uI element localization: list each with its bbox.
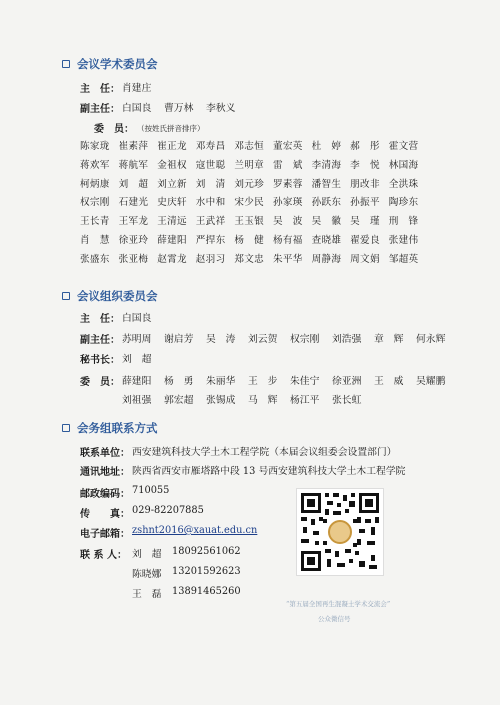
contact-title: 会务组联系方式 [77,421,158,435]
member-name: 李清海 [311,159,342,171]
unit-value: 西安建筑科技大学土木工程学院（本届会议组委会设置部门） [132,447,397,458]
member-name: 王武祥 [195,216,226,228]
member-name [427,157,466,176]
address-value: 陕西省西安市雁塔路中段 13 号西安建筑科技大学土木工程学院 [132,466,406,477]
academic-vice: 曹万林 [164,103,194,114]
academic-vice: 白国良 [122,103,152,114]
member-name: 雷 斌 [272,159,303,171]
organizing-secretary: 刘 超 [122,354,152,365]
qr-caption: “第五届全国再生混凝土学术交流会” [286,600,391,608]
member-name: 刑 锋 [388,216,419,228]
member-name: 刘元珍 [234,178,265,190]
member-name: 严捍东 [195,234,226,246]
member-name [427,232,466,251]
member-name: 崔素萍 [118,141,149,152]
organizing-members-label: 委 员： [80,377,120,388]
member-name: 王军龙 [118,216,149,228]
member-name: 刘立新 [157,178,187,190]
member-name: 蒋航军 [118,159,149,171]
organizing-vice-list [122,331,458,345]
member-name: 刘浩强 [332,334,362,345]
member-name: 董宏英 [272,141,303,152]
member-name: 邓志恒 [234,141,265,152]
organizing-vice-label: 副主任： [80,335,120,346]
member-name: 周静海 [311,253,342,265]
organizing-chair: 白国良 [122,313,152,324]
member-name: 李 悦 [350,159,380,171]
postcode-value: 710055 [132,485,170,496]
member-name: 吴 涛 [206,334,236,345]
member-name: 朱丽华 [206,376,236,387]
member-name: 王玉银 [234,216,265,228]
member-name: 张亚梅 [118,253,149,265]
organizing-committee-heading [62,288,158,304]
member-name: 宋少民 [234,197,265,209]
academic-vice: 李秋义 [206,103,236,114]
contact-person-label: 联 系 人： [80,550,127,561]
member-name: 霍文营 [388,141,419,152]
member-name: 周文娟 [350,253,380,265]
square-bullet-icon [62,292,70,300]
member-name [427,194,466,213]
member-name: 杨有福 [272,234,303,246]
member-name: 孙家瑛 [272,197,303,209]
contact-person-name: 刘 超 [132,549,162,560]
member-name: 苏明周 [122,334,152,345]
university-seal-icon [328,520,352,544]
member-name: 史庆轩 [157,197,187,209]
square-bullet-icon [62,60,70,68]
square-bullet-icon [62,424,70,432]
member-name: 陶珍东 [388,197,419,209]
qr-code-image[interactable] [296,488,384,576]
member-name: 张锡成 [206,395,236,406]
member-name: 徐亚洲 [332,376,362,387]
academic-members-grid [80,138,466,270]
member-name: 柯炳康 [80,178,110,190]
member-name: 王 威 [374,376,404,387]
member-name: 潘智生 [311,178,342,190]
member-name: 谢启芳 [164,334,194,345]
member-name: 朱平华 [272,253,303,265]
contact-heading [62,420,158,436]
academic-committee-heading [62,56,158,72]
member-name: 罗素蓉 [272,178,303,190]
member-name: 陈家珑 [80,141,110,152]
academic-members-label: 委 员： [94,124,134,135]
fax-value: 029-82207885 [132,505,204,516]
member-name: 张盛东 [80,253,110,265]
member-name: 章 辉 [374,334,404,345]
member-name [427,251,466,270]
member-name: 金祖权 [157,159,187,171]
member-name: 郑文忠 [234,253,265,265]
academic-vice-list [122,100,248,114]
contact-person-phone: 13201592623 [172,566,241,577]
member-name: 张长虹 [332,395,362,406]
fax-label: 传 真： [80,509,130,520]
academic-committee-title: 会议学术委员会 [77,57,158,71]
organizing-secretary-label: 秘书长： [80,355,120,366]
member-name: 郝 彤 [350,141,380,152]
member-name: 郭宏超 [164,395,194,406]
academic-vice-label: 副主任： [80,104,120,115]
member-name: 薛建阳 [122,376,152,387]
member-name: 刘 超 [118,178,149,190]
member-name: 何永辉 [416,334,446,345]
email-label: 电子邮箱： [80,529,130,540]
organizing-members-row [122,392,374,406]
postcode-label: 邮政编码： [80,489,130,500]
organizing-members-row [122,373,458,387]
member-name: 孙跃东 [311,197,342,209]
member-name: 王清远 [157,216,187,228]
member-name: 张建伟 [388,234,419,246]
member-name: 邹超英 [388,253,419,265]
member-name: 朋改非 [350,178,380,190]
academic-members-note: （按姓氏拼音排序） [137,124,205,133]
contact-person-name: 陈晓娜 [132,569,162,580]
member-name: 吴 徽 [311,216,342,228]
qr-caption-subtitle: 公众微信号 [318,615,351,623]
organizing-chair-label: 主 任： [80,314,120,325]
member-name: 权宗刚 [80,197,110,209]
member-name: 王长青 [80,216,110,228]
member-name: 查晓雄 [311,234,342,246]
member-name [427,176,466,195]
member-name: 刘云贺 [248,334,278,345]
member-name: 水中和 [195,197,226,209]
member-name: 马 辉 [248,395,278,406]
member-name: 寇世聪 [195,159,226,171]
member-name: 权宗刚 [290,334,320,345]
academic-chair: 肖建庄 [122,83,152,94]
member-name: 王 步 [248,376,278,387]
member-name: 邓寿昌 [195,141,226,152]
member-name [427,213,466,232]
organizing-committee-title: 会议组织委员会 [77,289,158,303]
member-name: 林国海 [388,159,419,171]
member-name: 蒋欢军 [80,159,110,171]
member-name: 刘祖强 [122,395,152,406]
member-name: 赵霄龙 [157,253,187,265]
member-name [427,138,466,157]
contact-person-phone: 13891465260 [172,586,241,597]
member-name: 赵羽习 [195,253,226,265]
member-name: 吴耀鹏 [416,376,446,387]
member-name: 薛建阳 [157,234,187,246]
member-name: 孙振平 [350,197,380,209]
academic-chair-label: 主 任： [80,84,120,95]
unit-label: 联系单位： [80,448,130,459]
member-name: 杨江平 [290,395,320,406]
member-name: 吴 波 [272,216,303,228]
member-name: 翟爱良 [350,234,380,246]
email-link[interactable]: zshnt2016@xauat.edu.cn [132,525,258,536]
member-name: 全洪珠 [388,178,419,190]
member-name: 朱佳宁 [290,376,320,387]
member-name: 肖 慧 [80,234,110,246]
member-name: 刘 清 [195,178,226,190]
member-name: 兰明章 [234,159,265,171]
member-name: 杨 勇 [164,376,194,387]
contact-person-phone: 18092561062 [172,546,241,557]
member-name: 杜 婷 [311,141,342,152]
member-name: 吴 瑾 [350,216,380,228]
address-label: 通讯地址： [80,467,130,478]
member-name: 徐亚玲 [118,234,149,246]
contact-person-name: 王 磊 [132,589,162,600]
member-name: 崔正龙 [157,141,187,152]
member-name: 杨 健 [234,234,265,246]
member-name: 石建光 [118,197,149,209]
